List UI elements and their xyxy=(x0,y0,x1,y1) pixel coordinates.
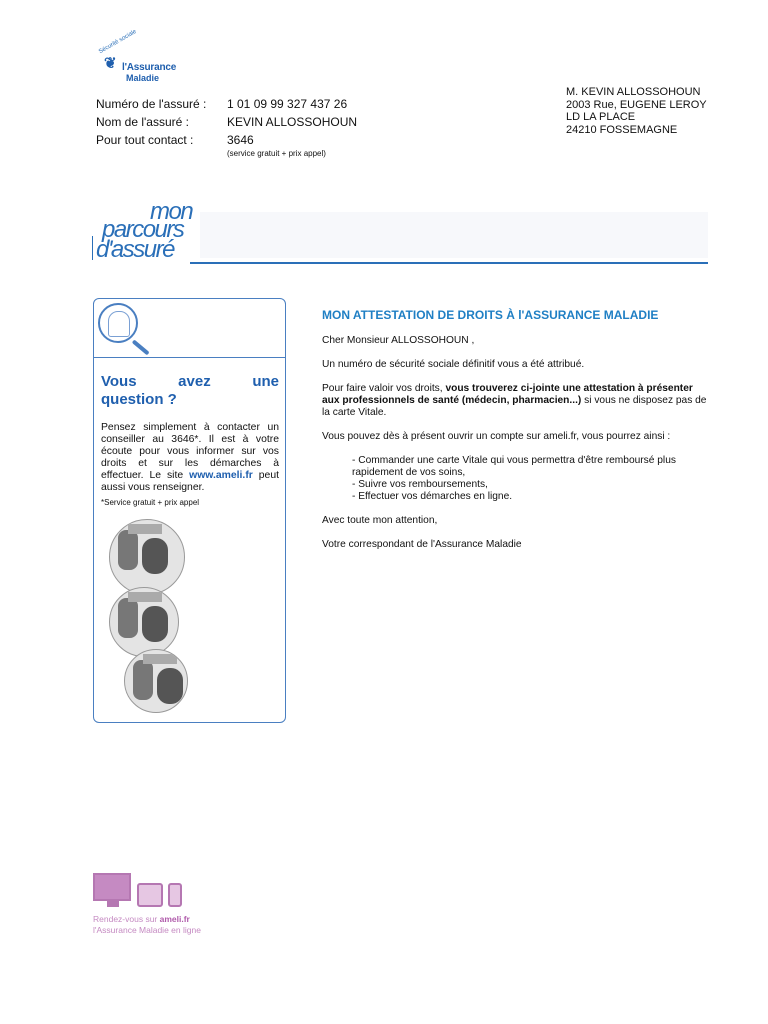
insured-number-value: 1 01 09 99 327 437 26 xyxy=(227,97,348,111)
sidebar-divider xyxy=(94,357,285,358)
logo-mark-icon: ❦ xyxy=(104,55,117,72)
address-line2: 2003 Rue, EUGENE LEROY xyxy=(566,98,707,111)
logo-line1: l'Assurance xyxy=(122,62,177,73)
insured-name-label: Nom de l'assuré : xyxy=(96,115,189,129)
address-line3: LD LA PLACE xyxy=(566,111,636,124)
insured-number-label: Numéro de l'assuré : xyxy=(96,97,207,111)
logo-line2: Maladie xyxy=(126,73,160,83)
devices-icon xyxy=(93,873,187,909)
list-item: - Suivre vos remboursements, xyxy=(352,479,488,490)
letter-closing: Avec toute mon attention, xyxy=(322,515,438,526)
phone-icon xyxy=(168,883,182,907)
contact-value: 3646 xyxy=(227,133,254,147)
benefits-list xyxy=(352,455,710,503)
letter-body xyxy=(322,335,710,563)
tablet-icon xyxy=(137,883,163,907)
illustration-office xyxy=(124,649,188,713)
assurance-maladie-logo xyxy=(98,28,188,83)
letter-title: MON ATTESTATION DE DROITS À l'ASSURANCE MALADIE xyxy=(322,308,659,322)
letter-paragraph-3: Vous pouvez dès à présent ouvrir un compte sur ameli.fr, vous pourrez ainsi : xyxy=(322,431,671,442)
letter-paragraph-1: Un numéro de sécurité sociale définitif vous a été attribué. xyxy=(322,359,585,370)
header-band xyxy=(200,212,708,258)
address-line4: 24210 FOSSEMAGNE xyxy=(566,123,678,136)
footer-ameli-link[interactable]: ameli.fr xyxy=(159,914,190,924)
illustration-workers xyxy=(109,587,179,657)
letter-signature: Votre correspondant de l'Assurance Maladie xyxy=(322,539,522,550)
ameli-link[interactable]: www.ameli.fr xyxy=(189,470,253,481)
sidebar-title-line2: question ? xyxy=(101,391,177,408)
sidebar-text: Pensez simplement à contacter un conseiller au 3646*. Il est à votre écoute pour vous informer sur vos droits et sur les démarches à effectuer. Le site www.ameli.fr peut aussi vous renseigner. xyxy=(101,422,279,493)
parcours-word3: d'assuré xyxy=(96,236,174,263)
sidebar-title-line1: Vous avez une xyxy=(101,373,279,390)
address-line1: M. KEVIN ALLOSSOHOUN xyxy=(566,86,701,98)
parcours-heading xyxy=(92,198,262,268)
monitor-icon xyxy=(93,873,131,901)
logo-arc-text: Sécurité sociale xyxy=(98,28,138,56)
parcours-word1: mon xyxy=(150,198,193,225)
parcours-word2: parcours xyxy=(102,216,184,243)
recipient-address xyxy=(566,86,707,136)
illustration-professionals xyxy=(109,519,185,595)
magnifier-icon xyxy=(98,303,138,343)
contact-label: Pour tout contact : xyxy=(96,133,194,147)
contact-note: (service gratuit + prix appel) xyxy=(227,149,326,158)
person-icon xyxy=(108,311,130,337)
question-sidebar xyxy=(93,298,286,723)
parcours-bracket xyxy=(92,236,99,260)
list-item: - Effectuer vos démarches en ligne. xyxy=(352,491,513,502)
header-rule xyxy=(190,262,708,264)
list-item: - Commander une carte Vitale qui vous permettra d'être remboursé plus rapidement de vos soins, xyxy=(352,455,676,478)
footer-text: Rendez-vous sur ameli.fr l'Assurance Maladie en ligne xyxy=(93,914,201,935)
sidebar-note: *Service gratuit + prix appel xyxy=(101,498,200,507)
insured-info xyxy=(96,95,357,159)
letter-paragraph-2: Pour faire valoir vos droits, vous trouverez ci-jointe une attestation à présenter aux professionnels de santé (médecin, pharmacien...) si vous ne disposez pas de la carte Vitale. xyxy=(322,383,707,418)
letter-greeting: Cher Monsieur ALLOSSOHOUN , xyxy=(322,335,475,346)
insured-name-value: KEVIN ALLOSSOHOUN xyxy=(227,115,358,129)
